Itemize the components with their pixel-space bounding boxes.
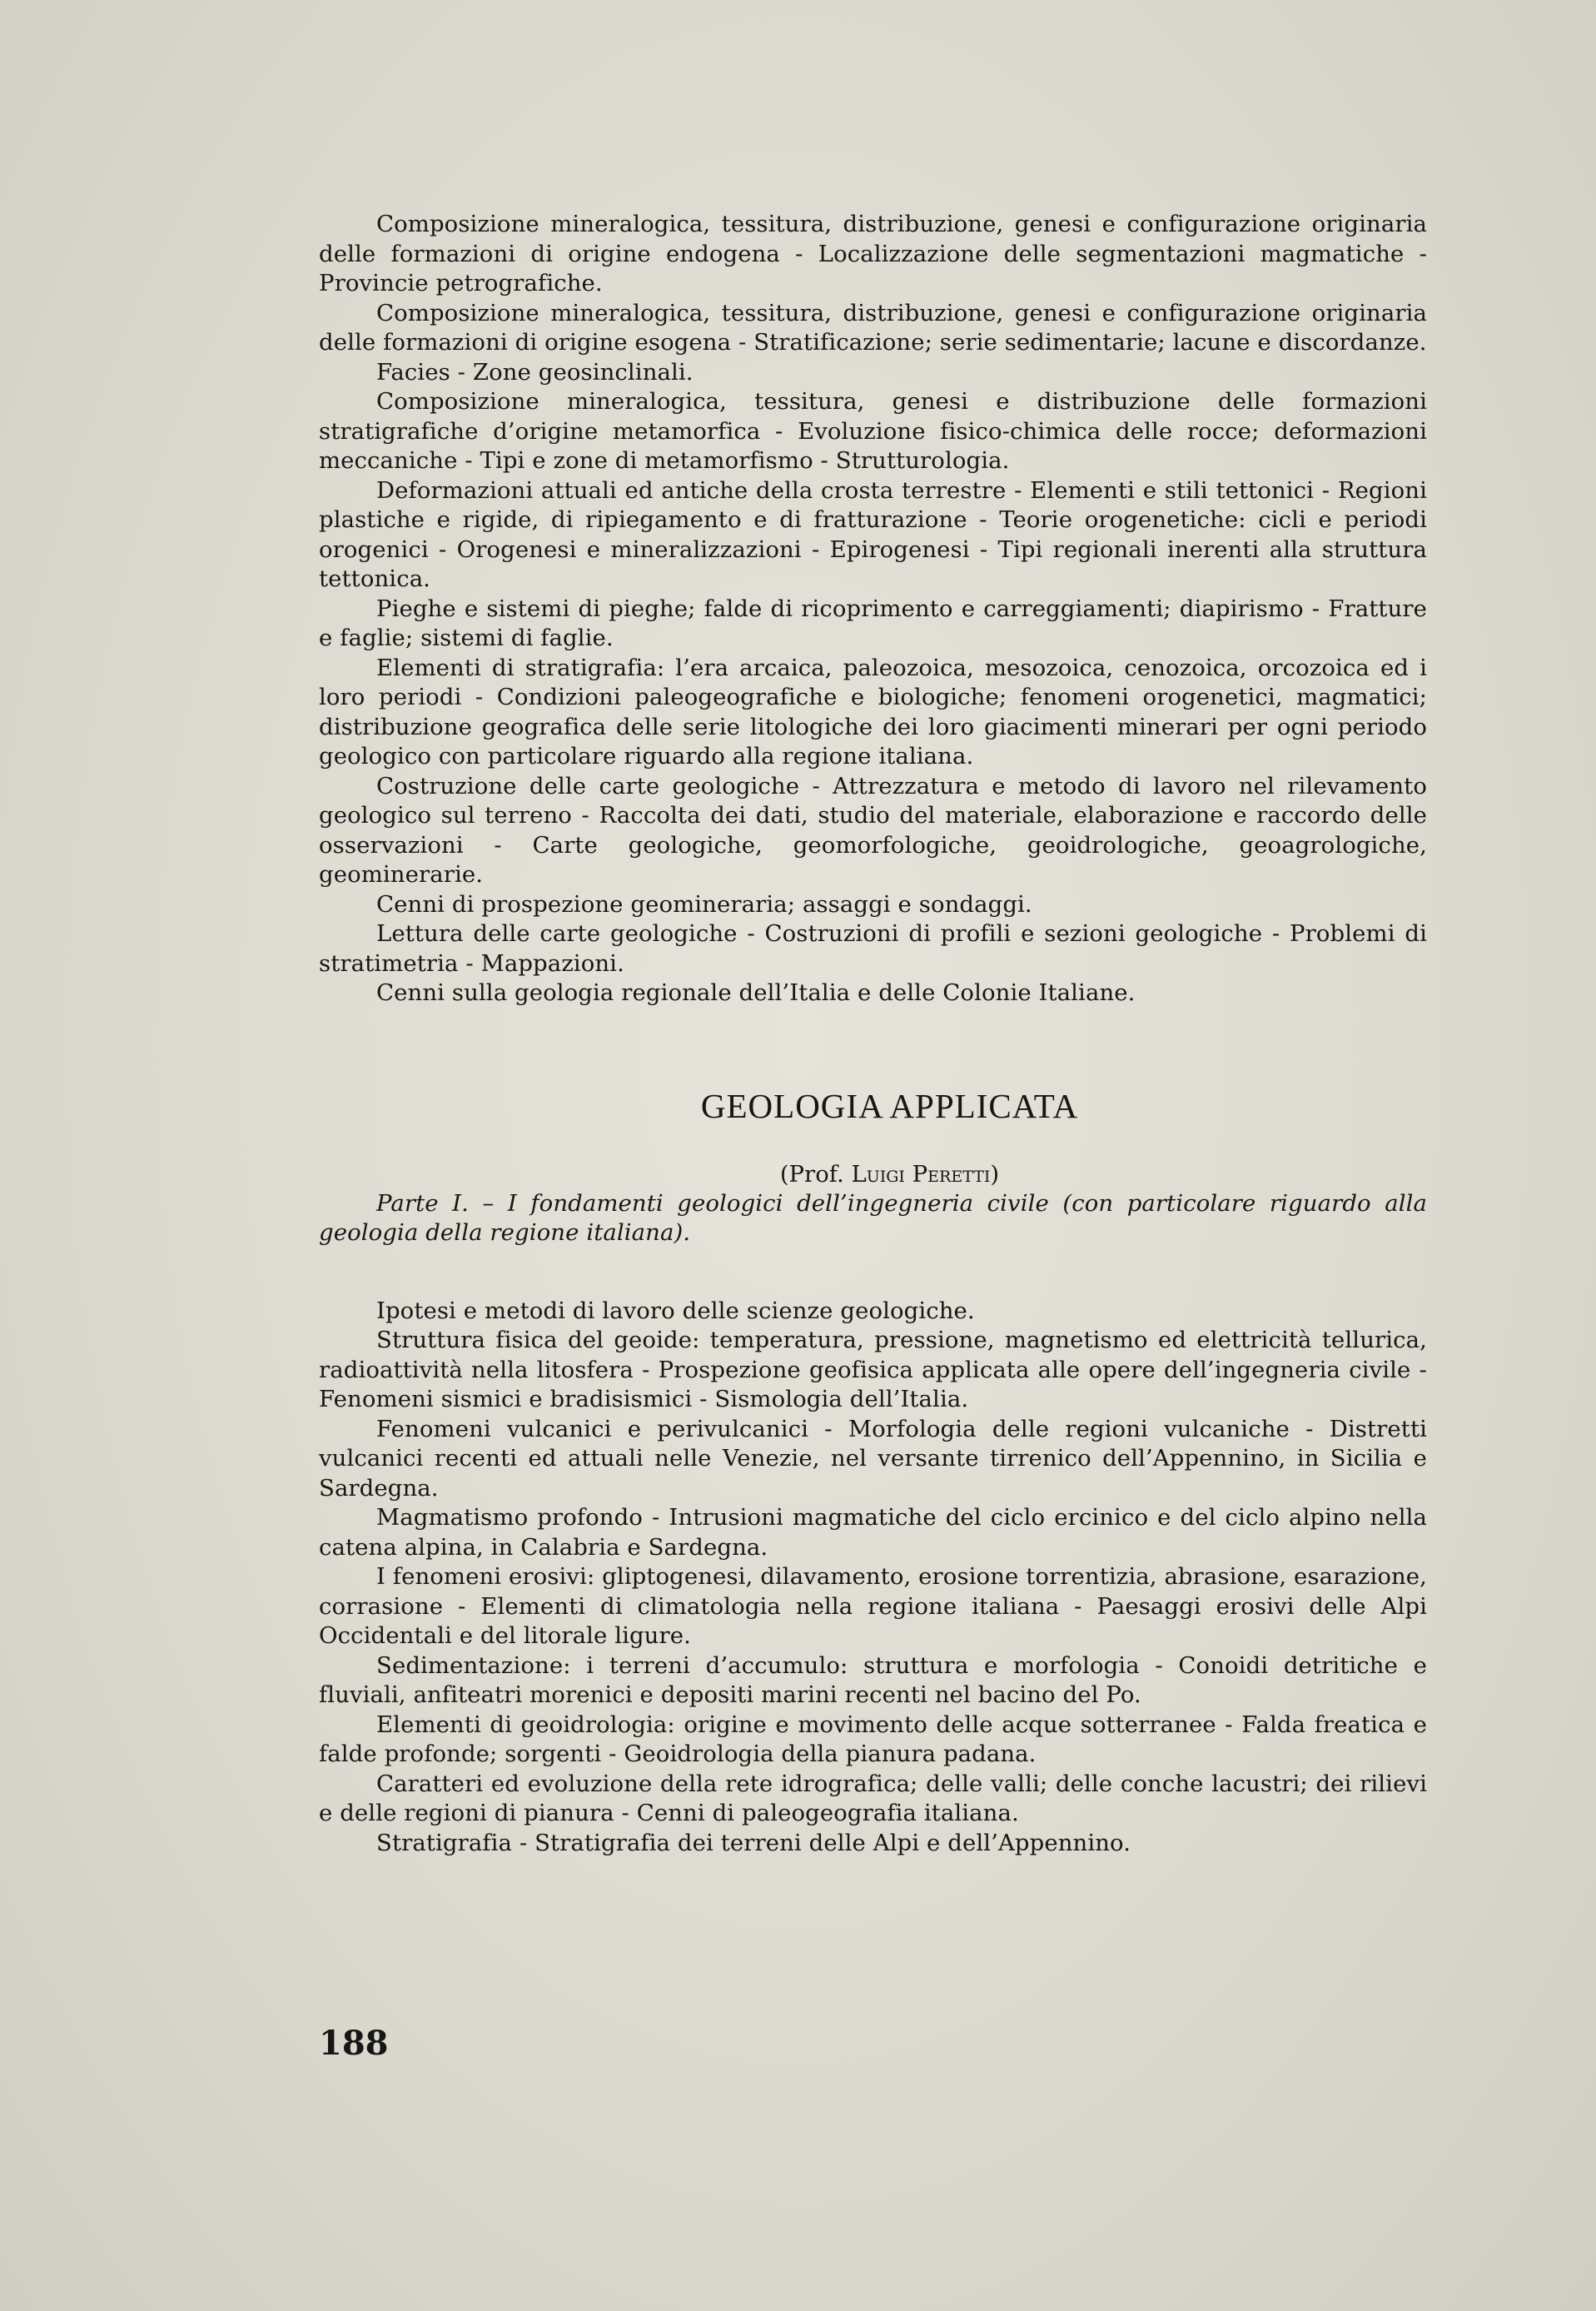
spacer bbox=[319, 1248, 1427, 1297]
professor-close: ) bbox=[990, 1160, 1000, 1188]
paragraph-stratigrafia: Elementi di stratigrafia: l’era arcaica, paleozoica, mesozoica, cenozoica, orcozoica ed i loro periodi - Condizioni paleogeografiche e biologiche; fenomeni orogenetici, magmatici; distribuzione geografica delle serie litologiche dei loro giacimenti minerari per ogni periodo geologico con particolare riguardo alla regione italiana. bbox=[319, 654, 1427, 770]
part-title: Parte I. – I fondamenti geologici dell’ingegneria civile (con particolare riguardo alla geologia della regione italiana). bbox=[319, 1189, 1427, 1246]
professor-line bbox=[352, 1160, 1427, 1189]
paragraph-rete-idrografica: Caratteri ed evoluzione della rete idrografica; delle valli; delle conche lacustri; dei rilievi e delle regioni di pianura - Cenni di paleogeografia italiana. bbox=[319, 1770, 1427, 1826]
paragraph-pieghe: Pieghe e sistemi di pieghe; falde di ricoprimento e carreggiamenti; diapirismo - Fratture e faglie; sistemi di faglie. bbox=[319, 595, 1427, 651]
paragraph-lettura-carte: Lettura delle carte geologiche - Costruzioni di profili e sezioni geologiche - Problemi di stratimetria - Mappazioni. bbox=[319, 920, 1427, 977]
paragraph-deformazioni: Deformazioni attuali ed antiche della crosta terrestre - Elementi e stili tettonici - Regioni plastiche e rigide, di ripiegamento e di fratturazione - Teorie orogenetiche: cicli e periodi orogenici - Orogenesi e mineralizzazioni - Epirogenesi - Tipi regionali inerenti alla struttura tettonica. bbox=[319, 476, 1427, 592]
page-content bbox=[319, 210, 1427, 1858]
paragraph-geoidrologia: Elementi di geoidrologia: origine e movimento delle acque sotterranee - Falda freatica e falde profonde; sorgenti - Geoidrologia della pianura padana. bbox=[319, 1711, 1427, 1767]
paragraph-magmatismo: Magmatismo profondo - Intrusioni magmatiche del ciclo ercinico e del ciclo alpino nella catena alpina, in Calabria e Sardegna. bbox=[319, 1504, 1427, 1561]
paragraph-erosivi: I fenomeni erosivi: gliptogenesi, dilavamento, erosione torrentizia, abrasione, esarazione, corrasione - Elementi di climatologia nella regione italiana - Paesaggi erosivi delle Alpi Occidentali e del litorale ligure. bbox=[319, 1563, 1428, 1649]
paragraph-geologia-regionale: Cenni sulla geologia regionale dell’Italia e delle Colonie Italiane. bbox=[376, 979, 1136, 1006]
paragraph-metamorfica: Composizione mineralogica, tessitura, genesi e distribuzione delle formazioni stratigrafiche d’origine metamorfica - Evoluzione fisico-chimica delle rocce; deformazioni meccaniche - Tipi e zone di metamorfismo - Strutturologia. bbox=[319, 388, 1427, 474]
paragraph-vulcanici: Fenomeni vulcanici e perivulcanici - Morfologia delle regioni vulcaniche - Distretti vulcanici recenti ed attuali nelle Venezie, nel versante tirrenico dell’Appennino, in Sicilia e Sardegna. bbox=[319, 1415, 1427, 1502]
professor-open: (Prof. bbox=[779, 1160, 852, 1188]
professor-name: Luigi Peretti bbox=[851, 1160, 991, 1188]
paragraph-struttura-fisica: Struttura fisica del geoide: temperatura, pressione, magnetismo ed elettricità tellurica, radioattività nella litosfera - Prospezione geofisica applicata alle opere dell’ingegneria civile - Fenomeni sismici e bradisismici - Sismologia dell’Italia. bbox=[319, 1327, 1427, 1412]
page-number: 188 bbox=[319, 2024, 389, 2063]
paragraph-prospezione: Cenni di prospezione geomineraria; assaggi e sondaggi. bbox=[376, 890, 1032, 918]
paragraph-esogena: Composizione mineralogica, tessitura, distribuzione, genesi e configurazione originaria delle formazioni di origine esogena - Stratificazione; serie sedimentarie; lacune e discordanze. bbox=[319, 299, 1427, 356]
paragraph-endogena: Composizione mineralogica, tessitura, distribuzione, genesi e configurazione originaria delle formazioni di origine endogena - Localizzazione delle segmentazioni magmatiche - Provincie petrografiche. bbox=[319, 211, 1427, 296]
paragraph-stratigrafia-alpi: Stratigrafia - Stratigrafia dei terreni delle Alpi e dell’Appennino. bbox=[376, 1829, 1131, 1856]
section-heading: GEOLOGIA APPLICATA bbox=[700, 1086, 1079, 1125]
paragraph-ipotesi: Ipotesi e metodi di lavoro delle scienze geologiche. bbox=[376, 1297, 975, 1324]
paragraph-facies: Facies - Zone geosinclinali. bbox=[376, 358, 694, 386]
paragraph-carte-geologiche: Costruzione delle carte geologiche - Attrezzatura e metodo di lavoro nel rilevamento geologico sul terreno - Raccolta dei dati, studio del materiale, elaborazione e raccordo delle osservazioni - Carte geologiche, geomorfologiche, geoidrologiche, geoagrologiche, geominerarie. bbox=[319, 772, 1427, 888]
paragraph-sedimentazione: Sedimentazione: i terreni d’accumulo: struttura e morfologia - Conoidi detritiche e fluviali, anfiteatri morenici e depositi marini recenti nel bacino del Po. bbox=[319, 1651, 1427, 1708]
